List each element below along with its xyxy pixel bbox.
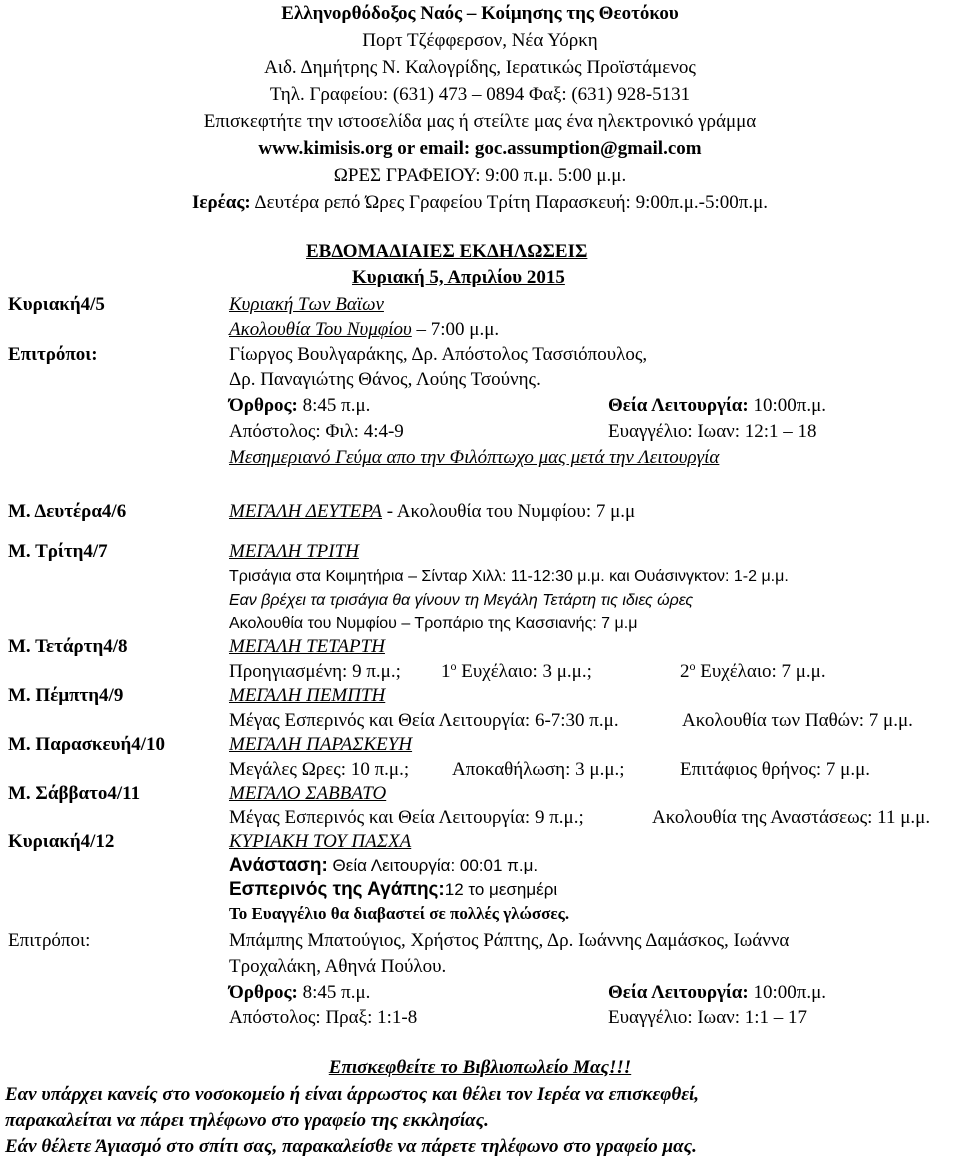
church-name: Ελληνορθόδοξος Ναός – Κοίμησης της Θεοτόκου	[281, 3, 679, 24]
wednesday-presanctified: Προηγιασμένη: 9 π.μ.;	[229, 661, 401, 682]
wednesday-label: Μ. Τετάρτη4/8	[8, 636, 128, 657]
hospital-note-1: Εαν υπάρχει κανείς στο νοσοκομείο ή είναι άρρωστος και θέλει τον Ιερέα να επισκεφθεί,	[5, 1084, 700, 1105]
thursday-title: ΜΕΓΑΛΗ ΠΕΜΠΤΗ	[229, 685, 386, 706]
monday-title: ΜΕΓΑΛΗ ΔΕΥΤΕΡΑ	[229, 501, 383, 522]
friday-unnailing: Αποκαθήλωση: 3 μ.μ.;	[452, 759, 625, 780]
wednesday-unction-2-text: Ευχέλαιο: 7 μ.μ.	[695, 661, 826, 682]
sunday1-service-line	[229, 318, 499, 342]
website-email[interactable]: www.kimisis.org or email: goc.assumption@gmail.com	[258, 138, 702, 159]
sunday2-committee-1: Μπάμπης Μπατούγιος, Χρήστος Ράπτης, Δρ. Ιωάννης Δαμάσκος, Ιωάννα	[229, 930, 790, 951]
sunday2-orthros-label: Όρθρος:	[229, 982, 298, 1003]
sunday2-orthros-time: 8:45 π.μ.	[297, 982, 371, 1003]
sunday2-liturgy	[608, 981, 826, 1005]
hospital-note-2: παρακαλείται να πάρει τηλέφωνο στο γραφείο της εκκλησίας.	[5, 1110, 489, 1131]
sunday2-resurrection-label: Ανάσταση:	[229, 855, 328, 876]
monday-text: - Ακολουθία του Νυμφίου: 7 μ.μ	[382, 501, 636, 522]
priest-name: Αιδ. Δημήτρης Ν. Καλογρίδης, Ιερατικώς Προϊστάμενος	[264, 57, 696, 78]
friday-title: ΜΕΓΑΛΗ ΠΑΡΑΣΚΕΥΗ	[229, 734, 413, 755]
church-location: Πορτ Τζέφφερσον, Νέα Υόρκη	[362, 30, 598, 51]
monday-line	[229, 500, 635, 524]
sunday2-resurrection	[229, 854, 538, 878]
bookstore-note: Επισκεφθείτε το Βιβλιοπωλείο Μας!!!	[328, 1057, 632, 1078]
sunday1-liturgy-time: 10:00π.μ.	[748, 395, 827, 416]
saturday-label: Μ. Σάββατο4/11	[8, 783, 141, 804]
sunday2-vespers	[229, 878, 557, 902]
section-title: ΕΒΔΟΜΑΔΙΑΙΕΣ ΕΚΔΗΛΩΣΕΙΣ	[306, 241, 588, 262]
sunday1-orthros-label: Όρθρος:	[229, 395, 298, 416]
office-hours: ΩΡΕΣ ΓΡΑΦΕΙΟΥ: 9:00 π.μ. 5:00 μ.μ.	[333, 165, 627, 186]
monday-label: Μ. Δευτέρα4/6	[8, 501, 127, 522]
thursday-passion: Ακολουθία των Παθών: 7 μ.μ.	[682, 710, 913, 731]
wednesday-title: ΜΕΓΑΛΗ ΤΕΤΑΡΤΗ	[229, 636, 385, 657]
wednesday-unction-2-num: 2	[680, 661, 690, 682]
priest-label: Ιερέας:	[191, 192, 251, 213]
wednesday-unction-2-sup: ο	[689, 659, 696, 673]
sunday2-liturgy-label: Θεία Λειτουργία:	[608, 982, 749, 1003]
holy-water-note: Εάν θέλετε Άγιασμό στο σπίτι σας, παρακαλείσθε να πάρετε τηλέφωνο στο γραφείο μας.	[5, 1136, 697, 1157]
friday-lamentations: Επιτάφιος θρήνος: 7 μ.μ.	[680, 759, 871, 780]
sunday1-gospel: Ευαγγέλιο: Ιωαν: 12:1 – 18	[608, 421, 817, 442]
saturday-vespers-liturgy: Μέγας Εσπερινός και Θεία Λειτουργία: 9 π.μ.;	[229, 807, 584, 828]
wednesday-unction-1-text: Ευχέλαιο: 3 μ.μ.;	[456, 661, 592, 682]
thursday-vespers-liturgy: Μέγας Εσπερινός και Θεία Λειτουργία: 6-7:30 π.μ.	[229, 710, 619, 731]
tuesday-line-1: Τρισάγια στα Κοιμητήρια – Σίνταρ Χιλλ: 11-12:30 μ.μ. και Ουάσινγκτον: 1-2 μ.μ.	[229, 568, 789, 585]
section-date: Κυριακή 5, Απριλίου 2015	[352, 267, 565, 288]
friday-label: Μ. Παρασκευή4/10	[8, 734, 166, 755]
tuesday-line-3: Ακολουθία του Νυμφίου – Τροπάριο της Κασσιανής: 7 μ.μ	[229, 615, 638, 632]
sunday1-committee-label: Επιτρόποι:	[8, 344, 98, 365]
sunday1-service: Ακολουθία Του Νυμφίου	[229, 319, 412, 340]
saturday-resurrection-service: Ακολουθία της Αναστάσεως: 11 μ.μ.	[652, 807, 931, 828]
sunday2-epistle: Απόστολος: Πραξ: 1:1-8	[229, 1007, 418, 1028]
phone-fax: Τηλ. Γραφείου: (631) 473 – 0894 Φαξ: (631) 928-5131	[269, 84, 691, 105]
wednesday-unction-2	[680, 660, 826, 684]
friday-royal-hours: Μεγάλες Ωρες: 10 π.μ.;	[229, 759, 410, 780]
priest-schedule	[0, 189, 960, 216]
wednesday-unction-1-sup: ο	[450, 659, 457, 673]
visit-website-note: Επισκεφτήτε την ιστοσελίδα μας ή στείλτε μας ένα ηλεκτρονικό γράμμα	[203, 111, 757, 132]
sunday2-resurrection-text: Θεία Λειτουργία: 00:01 π.μ.	[327, 856, 539, 875]
sunday1-service-time: – 7:00 μ.μ.	[411, 319, 500, 340]
saturday-title: ΜΕΓΑΛΟ ΣΑΒΒΑΤΟ	[229, 783, 387, 804]
tuesday-title: ΜΕΓΑΛΗ ΤΡΙΤΗ	[229, 541, 359, 562]
sunday1-liturgy	[608, 394, 826, 418]
sunday1-liturgy-label: Θεία Λειτουργία:	[608, 395, 749, 416]
sunday1-epistle: Απόστολος: Φιλ: 4:4-9	[229, 421, 404, 442]
tuesday-line-2: Εαν βρέχει τα τρισάγια θα γίνουν τη Μεγάλη Τετάρτη τις ιδιες ώρες	[229, 592, 694, 609]
sunday1-orthros	[229, 394, 370, 418]
sunday2-orthros	[229, 981, 370, 1005]
sunday1-orthros-time: 8:45 π.μ.	[297, 395, 371, 416]
sunday1-feast: Κυριακή Των Βαϊων	[229, 294, 384, 315]
wednesday-unction-1-num: 1	[441, 661, 451, 682]
sunday2-gospel-note: Το Ευαγγέλιο θα διαβαστεί σε πολλές γλώσσες.	[229, 904, 570, 923]
sunday2-title: ΚΥΡΙΑΚΗ ΤΟΥ ΠΑΣΧΑ	[229, 831, 412, 852]
sunday2-label: Κυριακή4/12	[8, 831, 115, 852]
sunday2-vespers-label: Εσπερινός της Αγάπης:	[229, 879, 445, 900]
sunday2-gospel: Ευαγγέλιο: Ιωαν: 1:1 – 17	[608, 1007, 808, 1028]
tuesday-label: Μ. Τρίτη4/7	[8, 541, 108, 562]
sunday1-lunch: Μεσημεριανό Γεύμα απο την Φιλόπτωχο μας μετά την Λειτουργία	[229, 447, 720, 468]
sunday2-committee-label: Επιτρόποι:	[8, 930, 91, 951]
sunday2-liturgy-time: 10:00π.μ.	[748, 982, 827, 1003]
sunday2-committee-2: Τροχαλάκη, Αθηνά Πούλου.	[229, 956, 447, 977]
sunday1-committee-1: Γίωργος Βουλγαράκης, Δρ. Απόστολος Τασσιόπουλος,	[229, 344, 648, 365]
sunday1-committee-2: Δρ. Παναγιώτης Θάνος, Λούης Τσούνης.	[229, 369, 541, 390]
sunday1-label: Κυριακή4/5	[8, 294, 105, 315]
priest-schedule-text: Δευτέρα ρεπό Ώρες Γραφείου Τρίτη Παρασκευή: 9:00π.μ.-5:00π.μ.	[250, 192, 769, 213]
wednesday-unction-1	[441, 660, 592, 684]
sunday2-vespers-text: 12 το μεσημέρι	[444, 880, 558, 899]
thursday-label: Μ. Πέμπτη4/9	[8, 685, 124, 706]
